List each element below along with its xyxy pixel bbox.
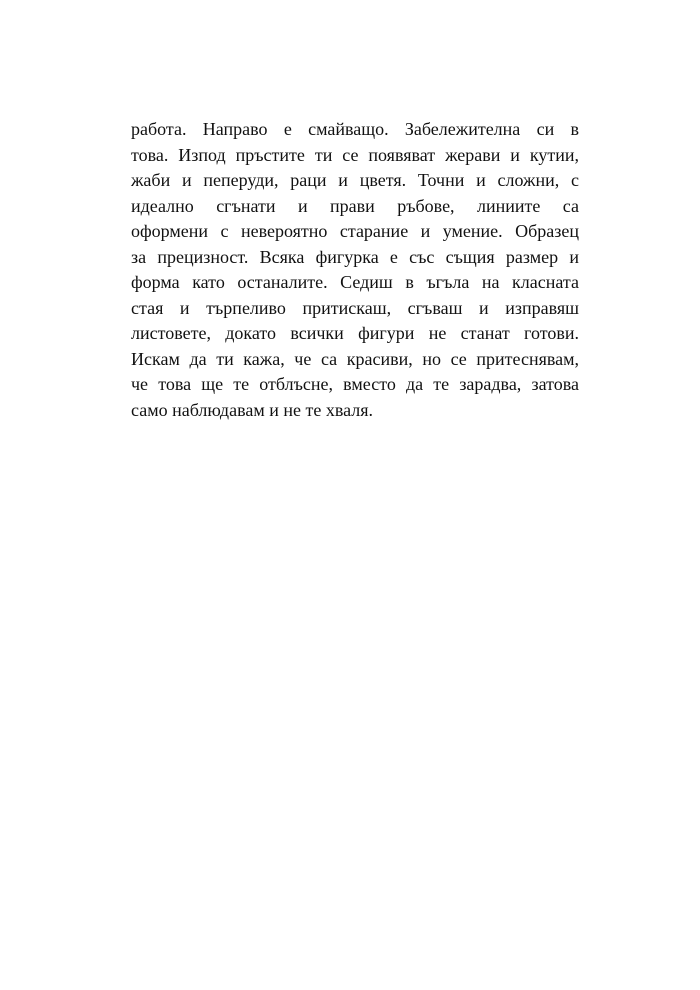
text-line-1: работа. Направо е смайващо. Забележителна си в bbox=[131, 119, 579, 139]
text-line-2: това. Изпод пръстите ти се появяват жерави и кутии, bbox=[131, 144, 579, 165]
text-line-5: оформени с невероятно старание и умение. Образец bbox=[131, 221, 579, 241]
text-line-10: Искам да ти кажа, че са красиви, но се притеснявам, bbox=[131, 348, 579, 369]
text-line-11: че това ще те отблъсне, вместо да те зарадва, затова bbox=[131, 374, 579, 394]
body-paragraph bbox=[131, 117, 579, 423]
text-line-7: форма като останалите. Седиш в ъгъла на класната bbox=[131, 272, 579, 292]
text-line-9: листовете, докато всички фигури не станат готови. bbox=[131, 323, 579, 343]
text-line-8: стая и търпеливо притискаш, сгъваш и изправяш bbox=[131, 297, 579, 318]
text-line-6: за прецизност. Всяка фигурка е със същия размер и bbox=[131, 246, 579, 267]
text-line-4: идеално сгънати и прави ръбове, линиите са bbox=[131, 195, 579, 216]
text-line-12: само наблюдавам и не те хваля. bbox=[131, 399, 374, 420]
text-line-3: жаби и пеперуди, раци и цветя. Точни и сложни, с bbox=[131, 170, 579, 190]
